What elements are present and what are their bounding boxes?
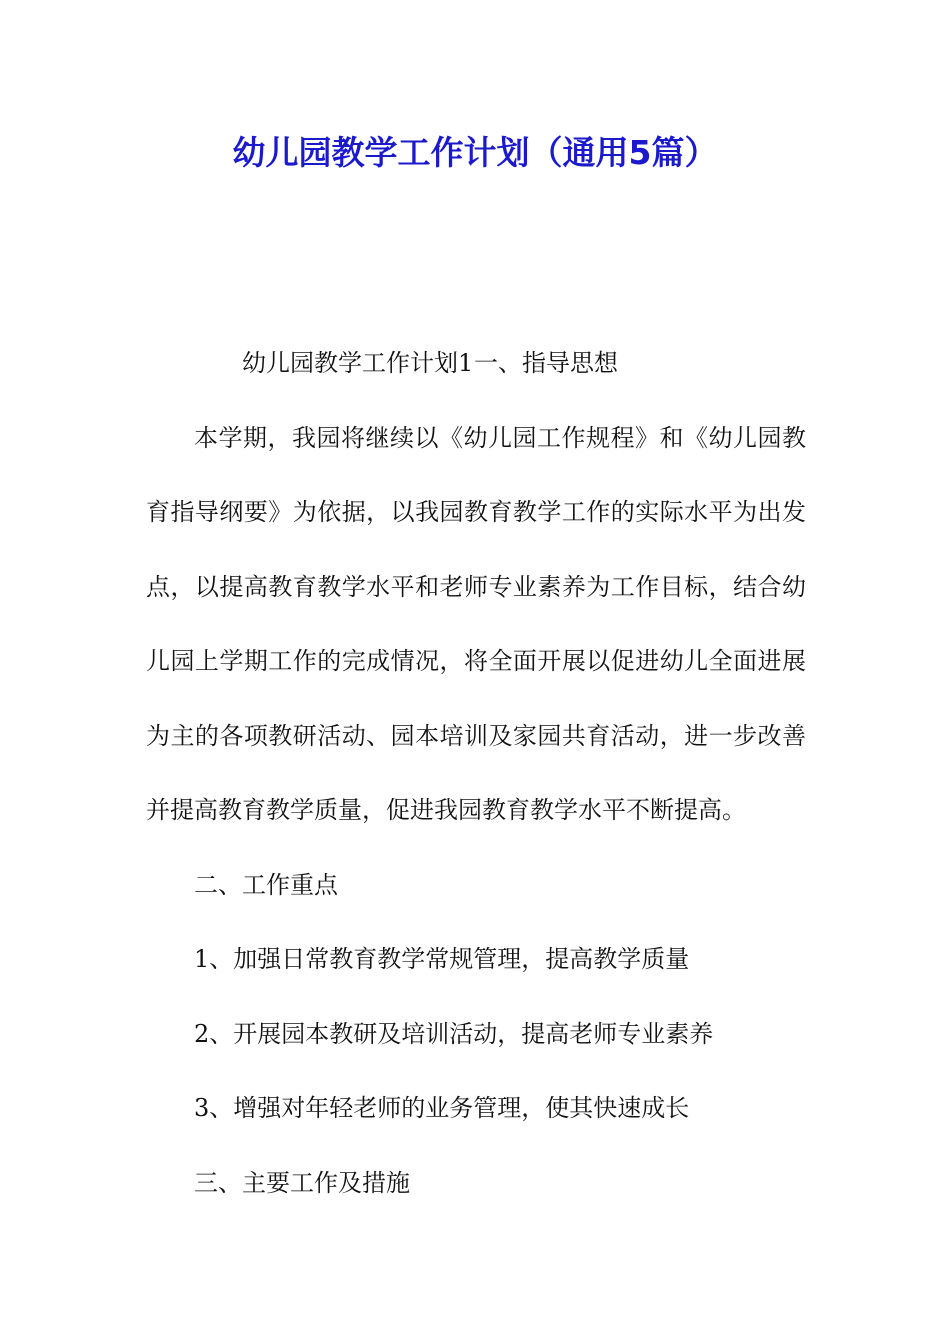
focus-heading: 二、工作重点 <box>194 870 338 899</box>
main-work-heading: 三、主要工作及措施 <box>194 1168 410 1197</box>
focus-item: 2、开展园本教研及培训活动，提高老师专业素养 <box>194 1019 714 1048</box>
focus-item: 3、增强对年轻老师的业务管理，使其快速成长 <box>194 1094 690 1122</box>
guiding-heading: 一、指导思想 <box>474 349 618 377</box>
plan-heading-line <box>146 326 806 401</box>
document-body <box>146 326 806 1220</box>
guiding-paragraph: 本学期，我园将继续以《幼儿园工作规程》和《幼儿园教育指导纲要》为依据，以我园教育教学工作的实际水平为出发点，以提高教育教学水平和老师专业素养为工作目标，结合幼儿园上学期工作的完成情况，将全面开展以促进幼儿全面进展为主的各项教研活动、园本培训及家园共育活动，进一步改善并提高教育教学质量，促进我园教育教学水平不断提高。 <box>146 423 806 824</box>
plan-label: 幼儿园教学工作计划1 <box>242 349 474 377</box>
focus-item: 1、加强日常教育教学常规管理，提高教学质量 <box>194 945 690 973</box>
document-title: 幼儿园教学工作计划（通用5篇） <box>232 133 718 172</box>
